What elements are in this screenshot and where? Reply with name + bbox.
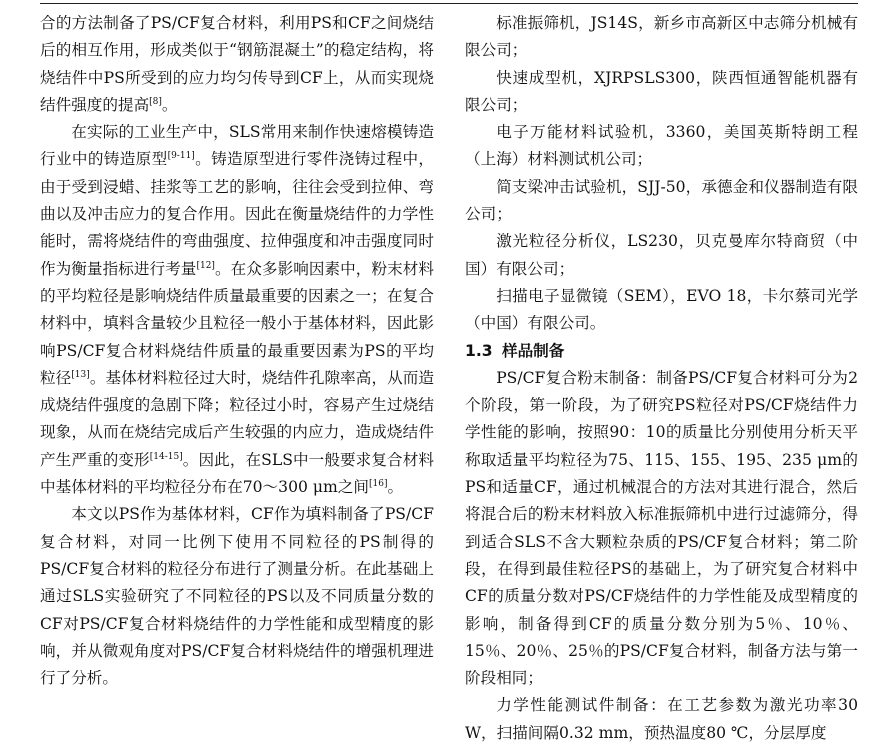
equipment-item: 扫描电子显微镜（SEM），EVO 18，卡尔蔡司光学（中国）有限公司。 xyxy=(465,286,858,333)
paragraph-intro-end xyxy=(40,10,434,119)
text-segment: 。 xyxy=(161,95,178,114)
citation-superscript: [8] xyxy=(149,96,162,107)
paragraph-specimen-preparation: 力学性能测试件制备：在工艺参数为激光功率30 W，扫描间隔0.32 mm，预热温度80 ℃，分层厚度 xyxy=(465,696,858,742)
text-segment: 。基体材料粒径过大时，烧结件孔隙率高，从而造成烧结件强度的急剧下降；粒径过小时，容易产生过烧结现象，从而在烧结完成后产生较强的内应力，造成烧结件产生严重的变形 xyxy=(40,368,434,469)
section-heading xyxy=(465,338,858,365)
right-column xyxy=(465,10,858,747)
text-segment: 在实际的工业生产中，SLS常用来制作快速熔模铸造行业中的铸造原型 xyxy=(40,123,434,169)
citation-superscript: [9-11] xyxy=(167,151,195,162)
citation-superscript: [14-15] xyxy=(149,451,183,462)
equipment-item: 标准振筛机，JS14S，新乡市高新区中志筛分机械有限公司； xyxy=(465,14,858,60)
citation-superscript: [13] xyxy=(71,369,90,380)
citation-superscript: [12] xyxy=(196,260,215,271)
equipment-item: 简支梁冲击试验机，SJJ-50，承德金和仪器制造有限公司； xyxy=(465,177,858,224)
text-segment: 。铸造原型进行零件浇铸过程中，由于受到浸蜡、挂浆等工艺的影响，往往会受到拉伸、弯曲以及冲击应力的复合作用。因此在衡量烧结件的力学性能时，需将烧结件的弯曲强度、拉伸强度和冲击强度同时作为衡量指标进行考量 xyxy=(40,150,434,278)
equipment-item: 快速成型机，XJRPSLS300，陕西恒通智能机器有限公司； xyxy=(465,68,858,114)
text-segment: 合的方法制备了PS/CF复合材料，利用PS和CF之间烧结后的相互作用，形成类似于“钢筋混凝土”的稳定结构，将烧结件中PS所受到的应力均匀传导到CF上，从而实现烧结件强度的提高 xyxy=(40,14,434,114)
text-segment: 。 xyxy=(387,478,404,497)
top-rule xyxy=(40,3,858,4)
text-segment: 本文以PS作为基体材料，CF作为填料制备了PS/CF复合材料，对同一比例下使用不同粒径的PS制得的PS/CF复合材料的粒径分布进行了测量分析。在此基础上通过SLS实验研究了不同粒径的PS以及不同质量分数的CF对PS/CF复合材料烧结件的力学性能和成型精度的影响，并从微观角度对PS/CF复合材料烧结件的增强机理进行了分析。 xyxy=(40,505,434,688)
equipment-item: 激光粒径分析仪，LS230，贝克曼库尔特商贸（中国）有限公司； xyxy=(465,232,858,278)
paragraph-study-summary xyxy=(40,501,434,692)
text-segment: 。在众多影响因素中，粉末材料的平均粒径是影响烧结件质量最重要的因素之一；在复合材料中，填料含量较少且粒径一般小于基体材料，因此影响PS/CF复合材料烧结件质量的最重要因素为PS的平均粒径 xyxy=(40,259,434,387)
text-segment: 。因此，在SLS中一般要求复合材料中基体材料的平均粒径分布在70～300 μm之间 xyxy=(40,450,434,497)
equipment-item: 电子万能材料试验机，3360，美国英斯特朗工程（上海）材料测试机公司； xyxy=(465,123,858,169)
citation-superscript: [16] xyxy=(368,478,388,489)
section-number: 1.3 xyxy=(465,341,493,360)
section-title: 样品制备 xyxy=(501,341,565,360)
paragraph-powder-preparation: PS/CF复合粉末制备：制备PS/CF复合材料可分为2个阶段，第一阶段，为了研究PS粒径对PS/CF烧结件力学性能的影响，按照90：10的质量比分别使用分析天平称取适量平均粒径为75、115、155、195、235 μm的PS和适量CF，通过机械混合的方法对其进行混合，然后将混合后的粉末材料放入标准振筛机中进行过滤筛分，得到适合SLS不含大颗粒杂质的PS/CF复合材料；第二阶段，在得到最佳粒径PS的基础上，为了研究复合材料中CF的质量分数对PS/CF烧结件的力学性能及成型精度的影响，制备得到CF的质量分数分别为5％、10％、15％、20％、25％的PS/CF复合材料，制备方法与第一阶段相同； xyxy=(465,368,858,688)
left-column xyxy=(40,10,434,692)
paragraph-industrial-casting xyxy=(40,119,434,501)
